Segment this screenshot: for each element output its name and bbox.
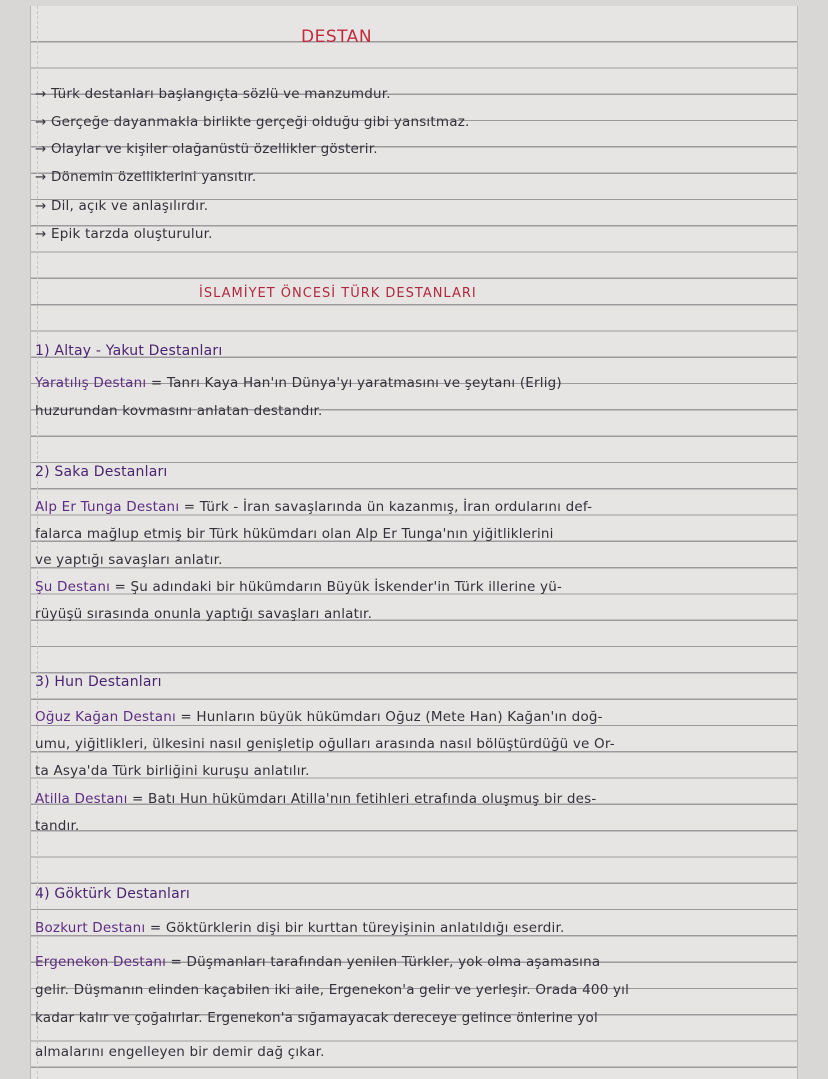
- entry-line: huzurundan kovmasını anlatan destandır.: [35, 403, 323, 419]
- entry-text: = Şu adındaki bir hükümdarın Büyük İskender'in Türk illerine yü-: [114, 579, 563, 595]
- entry-line: falarca mağlup etmiş bir Türk hükümdarı olan Alp Er Tunga'nın yiğitliklerini: [35, 526, 554, 542]
- entry-name: Yaratılış Destanı: [35, 375, 147, 391]
- entry-line: umu, yiğitlikleri, ülkesini nasıl genişletip oğulları arasında nasıl bölüştürdüğü ve Or-: [35, 736, 615, 752]
- bullet-item: [35, 198, 208, 214]
- section-title: 2) Saka Destanları: [35, 464, 168, 480]
- arrow-icon: →: [35, 226, 47, 242]
- bullet-text: Dil, açık ve anlaşılırdır.: [51, 198, 209, 214]
- page-title: DESTAN: [301, 27, 373, 47]
- entry-line: [35, 920, 565, 936]
- bullet-text: Dönemin özelliklerini yansıtır.: [51, 169, 257, 185]
- entry-line: tandır.: [35, 818, 80, 834]
- entry-name: Atilla Destanı: [35, 791, 128, 807]
- entry-text: = Türk - İran savaşlarında ün kazanmış, İran ordularını def-: [183, 499, 593, 515]
- entry-name: Oğuz Kağan Destanı: [35, 709, 176, 725]
- bullet-text: Olaylar ve kişiler olağanüstü özellikler gösterir.: [51, 141, 378, 157]
- bullet-text: Epik tarzda oluşturulur.: [51, 226, 213, 242]
- page-margin-line: [37, 6, 38, 1079]
- entry-line: [35, 954, 600, 970]
- entry-name: Ergenekon Destanı: [35, 954, 167, 970]
- arrow-icon: →: [35, 114, 47, 130]
- entry-line: kadar kalır ve çoğalırlar. Ergenekon'a sığamayacak dereceye gelince önlerine yol: [35, 1010, 598, 1026]
- arrow-icon: →: [35, 198, 47, 214]
- section-title: 4) Göktürk Destanları: [35, 886, 190, 902]
- bullet-item: [35, 226, 213, 242]
- entry-line: gelir. Düşmanın elinden kaçabilen iki aile, Ergenekon'a gelir ve yerleşir. Orada 400 yıl: [35, 982, 630, 998]
- entry-name: Şu Destanı: [35, 579, 111, 595]
- section-heading: İSLAMİYET ÖNCESİ TÜRK DESTANLARI: [199, 286, 477, 301]
- bullet-text: Türk destanları başlangıçta sözlü ve manzumdur.: [51, 86, 391, 102]
- entry-text: = Tanrı Kaya Han'ın Dünya'yı yaratmasını ve şeytanı (Erlig): [150, 375, 562, 391]
- entry-name: Bozkurt Destanı: [35, 920, 146, 936]
- entry-text: = Göktürklerin dişi bir kurttan türeyişinin anlatıldığı eserdir.: [149, 920, 565, 936]
- entry-line: ve yaptığı savaşları anlatır.: [35, 552, 223, 568]
- entry-line: [35, 709, 603, 725]
- notebook-page: [30, 6, 798, 1079]
- bullet-item: [35, 169, 256, 185]
- entry-line: rüyüşü sırasında onunla yaptığı savaşları anlatır.: [35, 606, 373, 622]
- entry-text: = Düşmanları tarafından yenilen Türkler, yok olma aşamasına: [170, 954, 601, 970]
- entry-line: [35, 579, 562, 595]
- bullet-item: [35, 114, 469, 130]
- arrow-icon: →: [35, 86, 47, 102]
- bullet-text: Gerçeğe dayanmakla birlikte gerçeği olduğu gibi yansıtmaz.: [51, 114, 470, 130]
- entry-line: almalarını engelleyen bir demir dağ çıkar.: [35, 1044, 325, 1060]
- entry-text: = Batı Hun hükümdarı Atilla'nın fetihleri etrafında oluşmuş bir des-: [132, 791, 597, 807]
- entry-name: Alp Er Tunga Destanı: [35, 499, 180, 515]
- entry-line: [35, 375, 562, 391]
- entry-line: [35, 499, 592, 515]
- section-title: 1) Altay - Yakut Destanları: [35, 343, 223, 359]
- bullet-item: [35, 86, 391, 102]
- entry-text: = Hunların büyük hükümdarı Oğuz (Mete Han) Kağan'ın doğ-: [180, 709, 603, 725]
- entry-line: ta Asya'da Türk birliğini kuruşu anlatılır.: [35, 763, 310, 779]
- section-title: 3) Hun Destanları: [35, 674, 162, 690]
- entry-line: [35, 791, 596, 807]
- bullet-item: [35, 141, 378, 157]
- arrow-icon: →: [35, 169, 47, 185]
- arrow-icon: →: [35, 141, 47, 157]
